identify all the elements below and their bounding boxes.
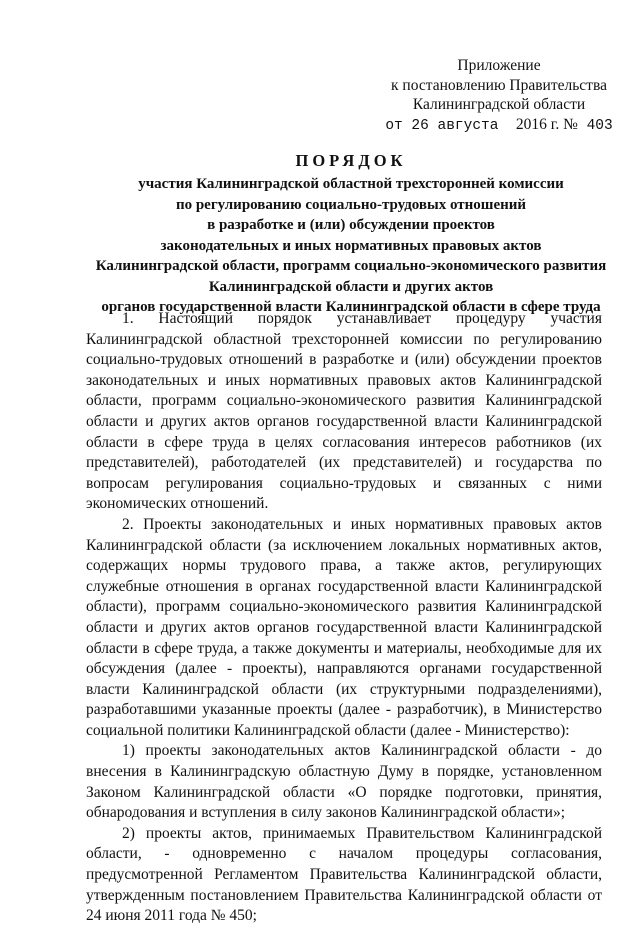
annex-label: Приложение — [457, 57, 541, 74]
title-line-1: участия Калининградской областной трехсторонней комиссии — [138, 176, 564, 192]
title-word: ПОРЯДОК — [295, 151, 407, 170]
document-body — [86, 309, 602, 927]
paragraph-1: 1. Настоящий порядок устанавливает процедуру участия Калининградской областной трехсторонней комиссии по регулированию социально-трудовых отношений в разработке и (или) обсуждении проектов законодательных и иных нормативных правовых актов Калининградской области, программ социально-экономического развития Калининградской области и других актов органов государственной власти Калининградской области в сфере труда в целях согласования интересов работников (их представителей), работодателей (их представителей) и государства по вопросам регулирования социально-трудовых и связанных с ними экономических отношений. — [86, 310, 602, 513]
paragraph-2-item-1: 1) проекты законодательных актов Калининградской области - до внесения в Калининградскую областную Думу в порядке, установленном Законом Калининградской области «О порядке подготовки, принятия, обнародования и вступления в силу законов Калининградской области»; — [86, 742, 602, 822]
paragraph-2: 2. Проекты законодательных и иных нормативных правовых актов Калининградской области (за исключением локальных нормативных актов, содержащих нормы трудового права, а также актов, регулирующих служебные отношения в органах государственной власти Калининградской области), программ социально-экономического развития Калининградской области и других актов органов государственной власти Калининградской области в сфере труда, а также документы и материалы, необходимые для их обсуждения (далее - проекты), направляются органами государственной власти Калининградской области (их структурными подразделениями), разработавшими указанные проекты (далее - разработчик), в Министерство социальной политики Калининградской области (далее - Министерство): — [86, 515, 602, 739]
title-line-6: Калининградской области и других актов — [208, 278, 494, 295]
title-line-7: органов государственной власти Калининградской области в сфере труда — [101, 299, 601, 315]
title-line-2: по регулированию социально-трудовых отношений — [175, 196, 527, 213]
title-line-4: законодательных и иных нормативных правовых актов — [160, 237, 542, 254]
document-title — [86, 150, 616, 318]
title-line-5: Калининградской области, программ социально-экономического развития — [95, 258, 607, 274]
annex-date-line — [384, 115, 614, 137]
paragraph-2-item-2: 2) проекты актов, принимаемых Правительством Калининградской области, - одновременно с началом процедуры согласования, предусмотренной Регламентом Правительства Калининградской области, утвержденным постановлением Правительства Калининградской области от 24 июня 2011 года № 450; — [86, 824, 602, 925]
annex-date: от 26 августа — [385, 117, 499, 134]
annex-region: Калининградской области — [412, 96, 586, 113]
annex-year: 2016 г. № — [515, 115, 578, 133]
annex-resolution-ref: к постановлению Правительства — [391, 76, 607, 94]
annex-header — [384, 56, 614, 136]
annex-number: 403 — [586, 117, 613, 134]
title-line-3: в разработке и (или) обсуждении проектов — [207, 217, 495, 233]
